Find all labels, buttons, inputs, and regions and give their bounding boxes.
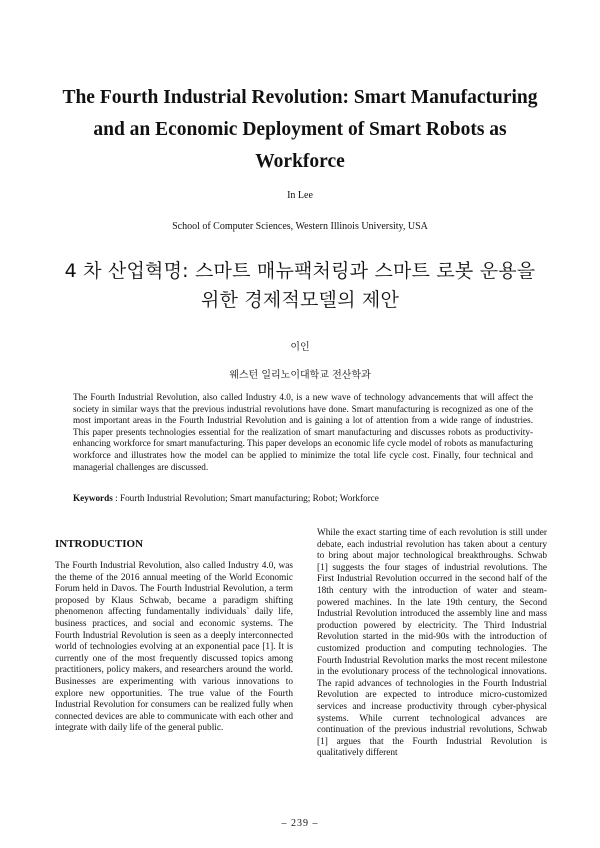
section-heading-introduction: INTRODUCTION [55, 538, 144, 550]
keywords-label: Keywords [73, 493, 113, 503]
korean-author-name: 이인 [290, 342, 310, 353]
left-column [55, 538, 293, 735]
korean-title-line: 위한 경제적모델의 제안 [200, 289, 400, 311]
page-number: – 239 – [281, 818, 319, 829]
right-column [317, 528, 547, 760]
keywords-separator: : [112, 493, 120, 503]
keywords [73, 493, 533, 503]
author-name: In Lee [287, 190, 313, 201]
abstract: The Fourth Industrial Revolution, also called Industry 4.0, is a new wave of technology advancements that will affect the society in similar ways that the previous industrial revolutions have done. Smart manufacturing is recognized as one of the most important areas in the Fourth Industrial Revolution and is gaining a lot of attention from a wide range of industries. This paper presents technologies essential for the realization of smart manufacturing and discusses robots as productivity-enhancing workforce for smart manufacturing. This paper develops an economic life cycle model of robots as manufacturing workforce and illustrates how the model can be applied to minimize the total life cycle cost. Finally, four technical and managerial challenges are discussed. [73, 392, 533, 472]
intro-paragraph-right: While the exact starting time of each revolution is still under debate, each industrial revolution has taken about a century to bring about major technological breakthroughs. Schwab [1] suggests the four stages of industrial revolutions. The First Industrial Revolution occurred in the second half of the 18th century with the introduction of water and steam-powered machines. In the late 19th century, the Second Industrial Revolution introduced the assembly line and mass production powered by electricity. The Third Industrial Revolution started in the mid-90s with the introduction of customized production and computing technologies. The Fourth Industrial Revolution marks the most recent milestone in the evolutionary process of the technological innovations. The rapid advances of technologies in the Fourth Industrial Revolution are expected to introduce micro-customized services and increase productivity through cyber-physical systems. While current technological advances are continuation of the previous industrial revolutions, Schwab [1] argues that the Fourth Industrial Revolution is qualitatively different [317, 528, 547, 759]
title-line: and an Economic Deployment of Smart Robots as [93, 119, 507, 140]
author-affiliation: School of Computer Sciences, Western Illinois University, USA [172, 221, 428, 232]
korean-affiliation: 웨스턴 일리노이대학교 전산학과 [229, 370, 371, 381]
title-line: The Fourth Industrial Revolution: Smart Manufacturing [62, 87, 538, 108]
intro-paragraph-left: The Fourth Industrial Revolution, also called Industry 4.0, was the theme of the 2016 annual meeting of the World Economic Forum held in Davos. The Fourth Industrial Revolution, a term proposed by Klaus Schwab, became a paradigm shifting phenomenon affecting fundamentally individuals` daily life, business practices, and social and economic systems. The Fourth Industrial Revolution is seen as a deeply interconnected world of technologies evolving at an exponential pace [1]. It is currently one of the most frequently discussed topics among practitioners, policy makers, and researchers around the world. Businesses are experimenting with various innovations to explore new opportunities. The true value of the Fourth Industrial Revolution for consumers can be realized fully when connected devices are able to communicate with each other and integrate with daily life of the general public. [55, 561, 293, 734]
title-line: Workforce [255, 151, 345, 172]
paper-title [40, 82, 560, 178]
keywords-list: Fourth Industrial Revolution; Smart manufacturing; Robot; Workforce [119, 493, 379, 503]
korean-title [40, 257, 560, 315]
korean-title-line: 4 차 산업혁명: 스마트 매뉴팩처링과 스마트 로봇 운용을 [64, 260, 536, 282]
